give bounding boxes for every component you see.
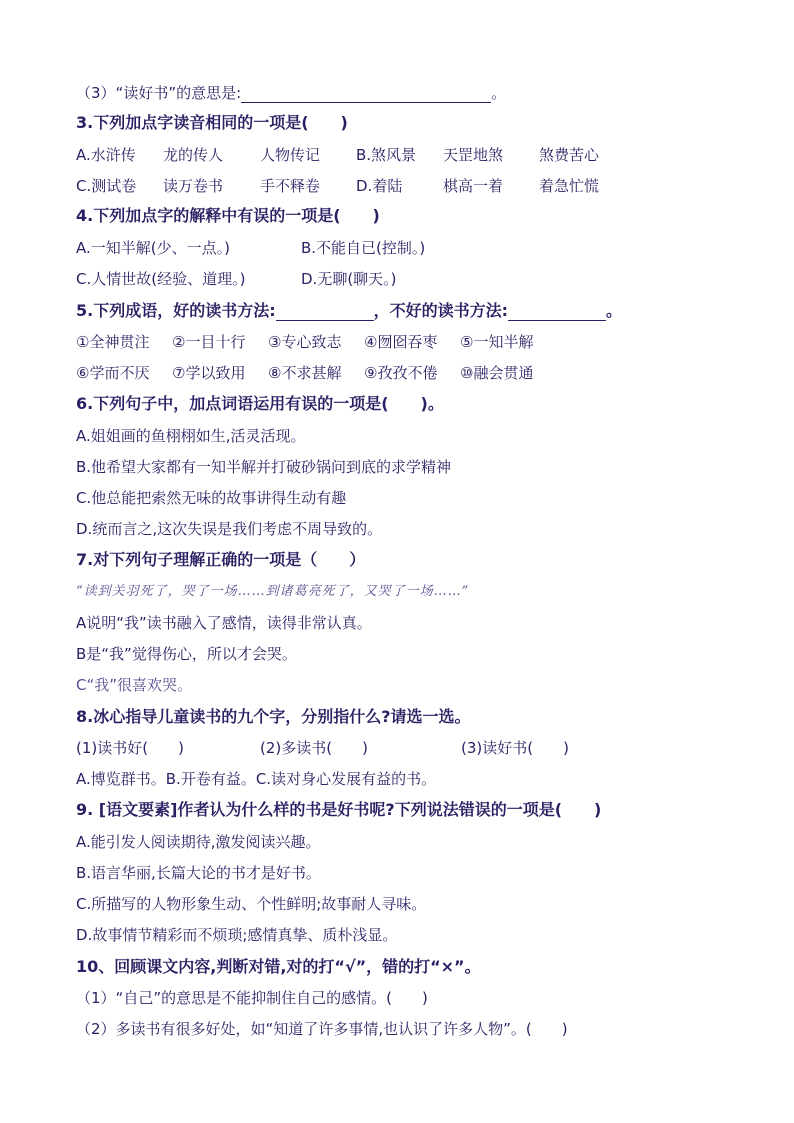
idiom: ③专心致志	[268, 333, 342, 351]
option: 人物传记	[260, 146, 321, 164]
option: C“我”很喜欢哭。	[76, 676, 193, 694]
option: 煞费苦心	[539, 146, 600, 164]
option: 龙的传人	[163, 146, 224, 164]
question-6-title: 6.下列句子中，加点词语运用有误的一项是( )。	[76, 394, 444, 413]
q2-3-line	[76, 83, 754, 103]
option: B.不能自已(控制。)	[301, 239, 426, 257]
option: D.无聊(聊天。)	[301, 270, 397, 288]
question-7-title: 7.对下列句子理解正确的一项是（ ）	[76, 550, 366, 569]
option: D.故事情节精彩而不烦琐;感情真挚、质朴浅显。	[76, 926, 398, 944]
option: B.他希望大家都有一知半解并打破砂锅问到底的求学精神	[76, 458, 452, 476]
option: A.水浒传	[76, 146, 136, 164]
option: D.着陆	[356, 177, 403, 195]
q2-3-prefix: （3）“读好书”的意思是:	[76, 84, 242, 102]
idiom: ⑨孜孜不倦	[364, 364, 438, 382]
idiom: ①全神贯注	[76, 333, 150, 351]
question-10-title: 10、回顾课文内容,判断对错,对的打“√”，错的打“×”。	[76, 957, 481, 976]
question-8-title: 8.冰心指导儿童读书的九个字，分别指什么?请选一选。	[76, 707, 471, 726]
option: A.一知半解(少、一点。)	[76, 239, 230, 257]
item: (2)多读书( )	[260, 739, 368, 757]
option: C.人情世故(经验、道理。)	[76, 270, 246, 288]
option: D.统而言之,这次失误是我们考虑不周导致的。	[76, 520, 383, 538]
idiom: ⑩融会贯通	[460, 364, 534, 382]
option: A.能引发人阅读期待,激发阅读兴趣。	[76, 833, 321, 851]
option: 手不释卷	[260, 177, 321, 195]
option: C.他总能把索然无味的故事讲得生动有趣	[76, 489, 347, 507]
question-5-title	[76, 301, 754, 321]
option: B是“我”觉得伤心，所以才会哭。	[76, 645, 297, 663]
question-3-title: 3.下列加点字读音相同的一项是( )	[76, 113, 348, 132]
idiom: ⑤一知半解	[460, 333, 534, 351]
idiom: ⑦学以致用	[172, 364, 246, 382]
option: C.所描写的人物形象生动、个性鲜明;故事耐人寻味。	[76, 895, 427, 913]
option: 着急忙慌	[539, 177, 600, 195]
idiom: ⑥学而不厌	[76, 364, 150, 382]
option: A.姐姐画的鱼栩栩如生,活灵活现。	[76, 427, 306, 445]
option: 天罡地煞	[443, 146, 504, 164]
idiom: ②一目十行	[172, 333, 246, 351]
question-4-title: 4.下列加点字的解释中有误的一项是( )	[76, 206, 380, 225]
q2-3-suffix: 。	[491, 84, 507, 102]
idiom: ④囫囵吞枣	[364, 333, 438, 351]
option: B.语言华丽,长篇大论的书才是好书。	[76, 864, 321, 882]
item: (3)读好书( )	[461, 739, 569, 757]
option: B.煞风景	[356, 146, 417, 164]
answer-blank[interactable]	[241, 86, 491, 103]
answer-blank[interactable]	[276, 304, 374, 321]
item: (1)读书好( )	[76, 739, 184, 757]
idiom: ⑧不求甚解	[268, 364, 342, 382]
option: 读万卷书	[163, 177, 224, 195]
item: （2）多读书有很多好处，如“知道了许多事情,也认识了许多人物”。( )	[76, 1020, 568, 1038]
question-9-title: 9. [语文要素]作者认为什么样的书是好书呢?下列说法错误的一项是( )	[76, 800, 602, 819]
q5-title-b: ，不好的读书方法:	[373, 301, 509, 320]
q5-title-c: 。	[606, 301, 623, 320]
q5-title-a: 5.下列成语，好的读书方法:	[76, 301, 276, 320]
option: A说明“我”读书融入了感情，读得非常认真。	[76, 614, 372, 632]
question-8-choices: A.博览群书。B.开卷有益。C.读对身心发展有益的书。	[76, 770, 437, 788]
question-7-quote: “读到关羽死了，哭了一场……到诸葛亮死了，又哭了一场……”	[76, 584, 470, 599]
option: 棋高一着	[443, 177, 504, 195]
answer-blank[interactable]	[508, 304, 606, 321]
option: C.测试卷	[76, 177, 137, 195]
item: （1）“自己”的意思是不能抑制住自己的感情。( )	[76, 989, 428, 1007]
